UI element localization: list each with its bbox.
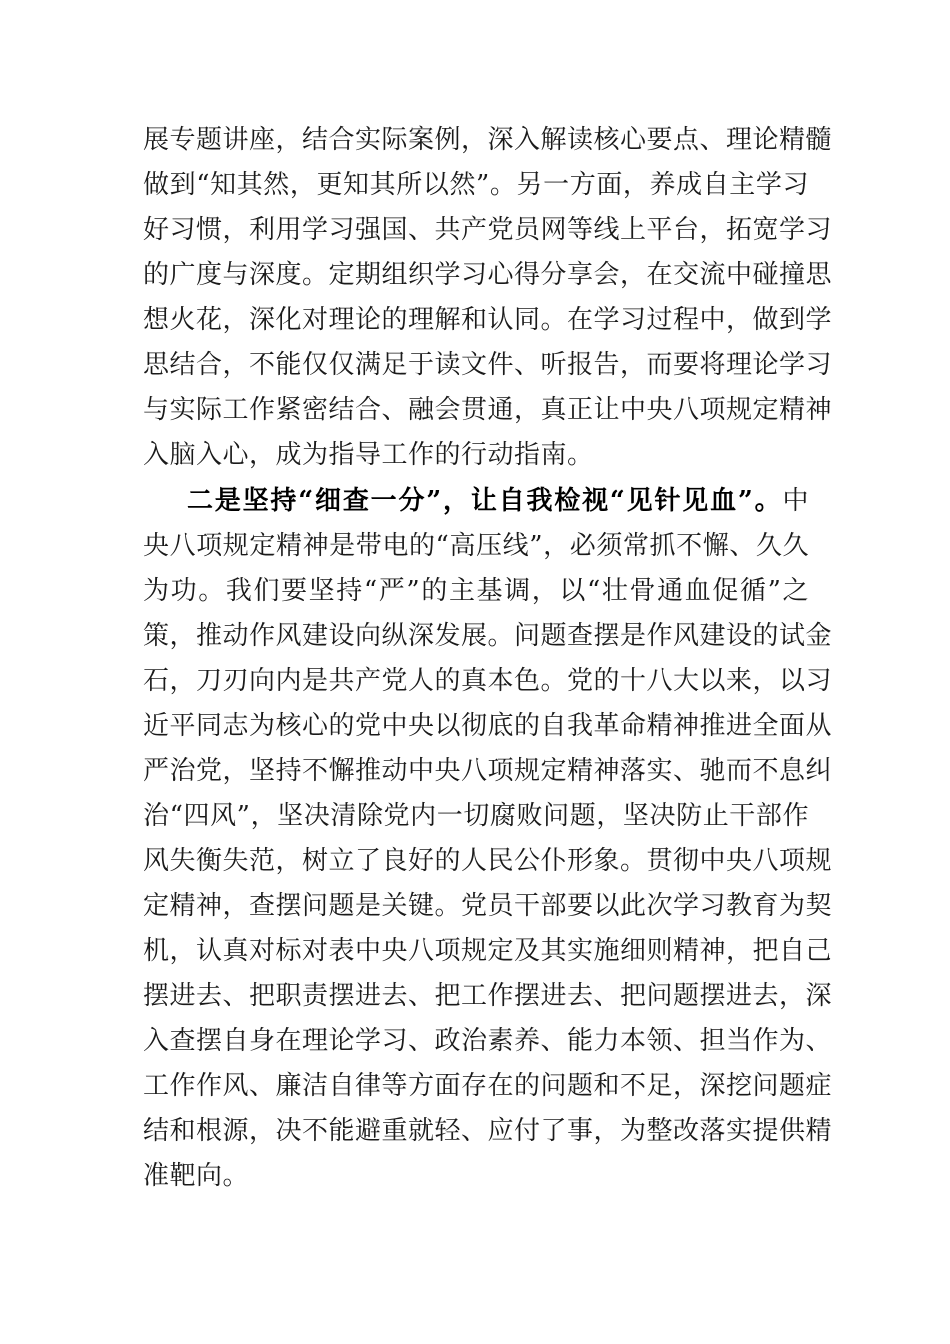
text-line: 策，推动作风建设向纵深发展。问题查摆是作风建设的试金 [143, 621, 833, 651]
text-line: 与实际工作紧密结合、融会贯通，真正让中央八项规定精神 [143, 395, 833, 425]
text-line: 入脑入心，成为指导工作的行动指南。 [143, 440, 594, 470]
heading-line [143, 479, 809, 524]
text-line: 的广度与深度。定期组织学习心得分享会，在交流中碰撞思 [143, 260, 833, 290]
paragraph-study [143, 118, 833, 478]
text-line: 做到“知其然，更知其所以然”。另一方面，养成自主学习 [143, 170, 809, 200]
text-line: 展专题讲座，结合实际案例，深入解读核心要点、理论精髓 [143, 125, 833, 155]
text-line: 入查摆自身在理论学习、政治素养、能力本领、担当作为、 [143, 1026, 833, 1056]
text-line: 定精神，查摆问题是关键。党员干部要以此次学习教育为契 [143, 891, 833, 921]
text-line: 工作作风、廉洁自律等方面存在的问题和不足，深挖问题症 [143, 1071, 833, 1101]
text-line: 准靶向。 [143, 1161, 250, 1191]
text-line: 结和根源，决不能避重就轻、应付了事，为整改落实提供精 [143, 1116, 833, 1146]
text-line: 为功。我们要坚持“严”的主基调，以“壮骨通血促循”之 [143, 576, 809, 606]
text-line: 摆进去、把职责摆进去、把工作摆进去、把问题摆进去，深 [143, 981, 833, 1011]
text-line: 想火花，深化对理论的理解和认同。在学习过程中，做到学 [143, 305, 833, 335]
text-line: 好习惯，利用学习强国、共产党员网等线上平台，拓宽学习 [143, 215, 833, 245]
text-line: 严治党，坚持不懈推动中央八项规定精神落实、驰而不息纠 [143, 756, 833, 786]
text-line: 石，刀刃向内是共产党人的真本色。党的十八大以来，以习 [143, 666, 833, 696]
text-line: 风失衡失范，树立了良好的人民公仆形象。贯彻中央八项规 [143, 846, 833, 876]
text-line: 央八项规定精神是带电的“高压线”，必须常抓不懈、久久 [143, 531, 809, 561]
section-heading: 二是坚持“细查一分”，让自我检视“见针见血”。 [187, 486, 783, 516]
text-line: 近平同志为核心的党中央以彻底的自我革命精神推进全面从 [143, 711, 833, 741]
text-line: 思结合，不能仅仅满足于读文件、听报告，而要将理论学习 [143, 350, 833, 380]
paragraph-self-inspection [143, 479, 833, 1199]
text-line: 机，认真对标对表中央八项规定及其实施细则精神，把自己 [143, 936, 833, 966]
text-line: 治“四风”，坚决清除党内一切腐败问题，坚决防止干部作 [143, 801, 809, 831]
heading-line-rest: 中 [782, 486, 809, 516]
